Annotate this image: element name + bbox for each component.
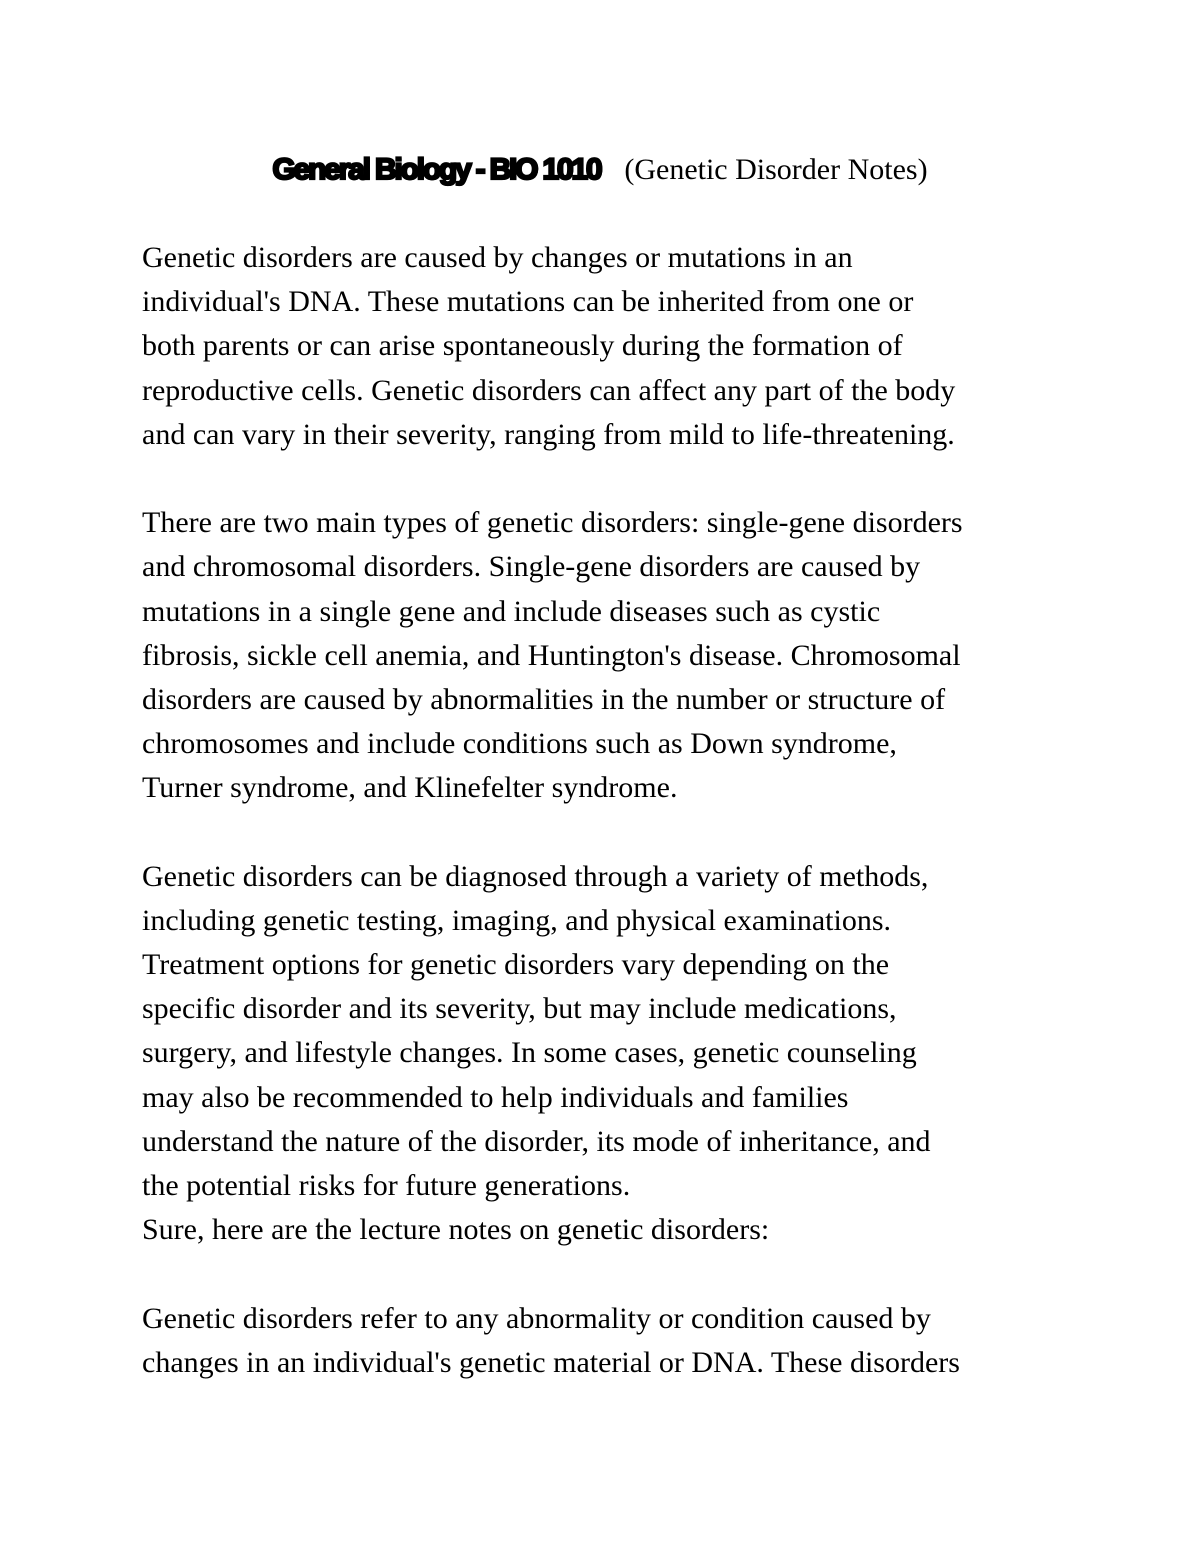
paragraph-gap [142,1252,1062,1296]
paragraph-1 [142,236,1062,457]
title-subtitle: (Genetic Disorder Notes) [624,153,928,186]
paragraph-3 [142,855,1062,1253]
document-body [142,236,1062,1385]
paragraph-gap [142,457,1062,501]
text-line: fibrosis, sickle cell anemia, and Huntington's disease. Chromosomal [142,638,961,672]
text-line: including genetic testing, imaging, and physical examinations. [142,903,892,937]
text-line: surgery, and lifestyle changes. In some cases, genetic counseling [142,1036,917,1070]
text-line: may also be recommended to help individuals and families [142,1080,849,1114]
text-line: changes in an individual's genetic material or DNA. These disorders [142,1345,960,1379]
text-line: disorders are caused by abnormalities in the number or structure of [142,682,946,716]
text-line: specific disorder and its severity, but may include medications, [142,992,897,1026]
paragraph-2 [142,501,1062,810]
text-line: Genetic disorders can be diagnosed through a variety of methods, [142,859,929,893]
text-line: Genetic disorders are caused by changes or mutations in an [142,241,853,274]
text-line: Genetic disorders refer to any abnormality or condition caused by [142,1301,931,1335]
text-line: chromosomes and include conditions such as Down syndrome, [142,727,897,761]
text-line: individual's DNA. These mutations can be inherited from one or [142,285,914,319]
text-line: the potential risks for future generations. [142,1168,631,1202]
text-line: mutations in a single gene and include diseases such as cystic [142,594,881,628]
text-line: and chromosomal disorders. Single-gene disorders are caused by [142,550,921,584]
course-title: General Biology - BIO 1010 [272,153,601,186]
text-line: understand the nature of the disorder, its mode of inheritance, and [142,1124,931,1158]
paragraph-4 [142,1297,1062,1385]
document-title [0,146,1200,199]
text-line: and can vary in their severity, ranging from mild to life-threatening. [142,417,955,451]
paragraph-gap [142,810,1062,854]
text-line: Treatment options for genetic disorders vary depending on the [142,948,890,981]
text-line: Turner syndrome, and Klinefelter syndrome. [142,771,678,805]
text-line: Sure, here are the lecture notes on genetic disorders: [142,1213,770,1247]
text-line: both parents or can arise spontaneously during the formation of [142,329,903,363]
text-line: There are two main types of genetic disorders: single-gene disorders [142,506,963,540]
text-line: reproductive cells. Genetic disorders can affect any part of the body [142,373,956,407]
